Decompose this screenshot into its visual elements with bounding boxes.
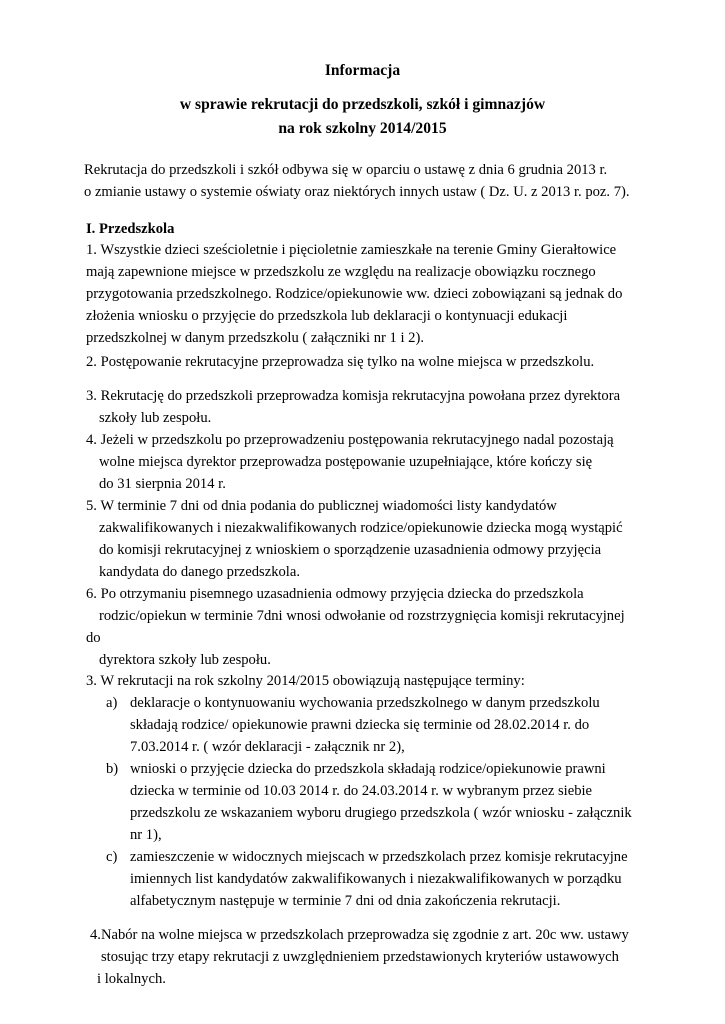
list-item-line: wnioski o przyjęcie dziecka do przedszkola składają rodzice/opiekunowie prawni bbox=[130, 761, 606, 777]
paragraph-line: stosując trzy etapy rekrutacji z uwzględnieniem przedstawionych kryteriów ustawowych bbox=[101, 949, 619, 965]
paragraph-line: 4. Jeżeli w przedszkolu po przeprowadzeniu postępowania rekrutacyjnego nadal pozostają bbox=[86, 432, 614, 448]
paragraph-line: dyrektora szkoły lub zespołu. bbox=[99, 652, 271, 668]
paragraph-line: złożenia wniosku o przyjęcie do przedszkola lub deklaracji o kontynuacji edukacji bbox=[86, 308, 568, 324]
paragraph-line: przygotowania przedszkolnego. Rodzice/opiekunowie ww. dzieci zobowiązani są jednak do bbox=[86, 286, 623, 302]
paragraph-line: wolne miejsca dyrektor przeprowadza postępowanie uzupełniające, które kończy się bbox=[99, 454, 593, 470]
paragraph-line: do komisji rekrutacyjnej z wnioskiem o sporządzenie uzasadnienia odmowy przyjęcia bbox=[99, 542, 602, 558]
intro-line: o zmianie ustawy o systemie oświaty oraz niektórych innych ustaw ( Dz. U. z 2013 r. poz. 7). bbox=[84, 184, 630, 200]
list-item-line: deklaracje o kontynuowaniu wychowania przedszkolnego w danym przedszkolu bbox=[130, 695, 600, 711]
paragraph-line: i lokalnych. bbox=[97, 971, 166, 987]
list-marker: b) bbox=[106, 761, 119, 777]
intro-line: Rekrutacja do przedszkoli i szkół odbywa się w oparciu o ustawę z dnia 6 grudnia 2013 r. bbox=[84, 162, 608, 178]
list-item-line: dziecka w terminie od 10.03 2014 r. do 24.03.2014 r. w wybranym przez siebie bbox=[130, 783, 593, 799]
list-item-line: nr 1), bbox=[130, 827, 162, 843]
paragraph-line: 3. Rekrutację do przedszkoli przeprowadza komisja rekrutacyjna powołana przez dyrektora bbox=[86, 388, 621, 404]
paragraph-line: szkoły lub zespołu. bbox=[99, 410, 212, 426]
paragraph-line: zakwalifikowanych i niezakwalifikowanych rodzice/opiekunowie dziecka mogą wystąpić bbox=[99, 520, 623, 536]
list-item-line: 7.03.2014 r. ( wzór deklaracji - załącznik nr 2), bbox=[130, 739, 405, 755]
paragraph-line: 5. W terminie 7 dni od dnia podania do publicznej wiadomości listy kandydatów bbox=[86, 498, 557, 514]
section-heading: I. Przedszkola bbox=[86, 221, 175, 237]
list-item-line: alfabetycznym następuje w terminie 7 dni od dnia zakończenia rekrutacji. bbox=[130, 893, 561, 909]
paragraph-line: 6. Po otrzymaniu pisemnego uzasadnienia odmowy przyjęcia dziecka do przedszkola bbox=[86, 586, 584, 602]
paragraph-line: kandydata do danego przedszkola. bbox=[99, 564, 300, 580]
paragraph-line: 2. Postępowanie rekrutacyjne przeprowadza się tylko na wolne miejsca w przedszkolu. bbox=[86, 354, 595, 370]
list-marker: a) bbox=[106, 695, 118, 711]
list-item-line: zamieszczenie w widocznych miejscach w przedszkolach przez komisje rekrutacyjne bbox=[130, 849, 628, 865]
paragraph-line: przedszkolnej w danym przedszkolu ( załączniki nr 1 i 2). bbox=[86, 330, 424, 346]
list-item-line: przedszkolu ze wskazaniem wyboru drugiego przedszkola ( wzór wniosku - załącznik bbox=[130, 805, 632, 821]
list-item-line: składają rodzice/ opiekunowie prawni dziecka się terminie od 28.02.2014 r. do bbox=[130, 717, 590, 733]
list-item-line: imiennych list kandydatów zakwalifikowanych i niezakwalifikowanych w porządku bbox=[130, 871, 622, 887]
paragraph-line: do bbox=[86, 630, 101, 646]
paragraph-line: 4.Nabór na wolne miejsca w przedszkolach przeprowadza się zgodnie z art. 20c ww. ustawy bbox=[90, 927, 629, 943]
document-subtitle: w sprawie rekrutacji do przedszkoli, szkół i gimnazjów bbox=[179, 96, 546, 113]
paragraph-line: 1. Wszystkie dzieci sześcioletnie i pięcioletnie zamieszkałe na terenie Gminy Gierałtowice bbox=[86, 242, 617, 258]
paragraph-line: do 31 sierpnia 2014 r. bbox=[99, 476, 226, 492]
document-subtitle-year: na rok szkolny 2014/2015 bbox=[278, 120, 447, 137]
paragraph-line: mają zapewnione miejsce w przedszkolu ze względu na realizacje obowiązku rocznego bbox=[86, 264, 596, 280]
paragraph-line: rodzic/opiekun w terminie 7dni wnosi odwołanie od rozstrzygnięcia komisji rekrutacyjnej bbox=[99, 608, 625, 624]
document-title: Informacja bbox=[324, 62, 401, 79]
paragraph-line: 3. W rekrutacji na rok szkolny 2014/2015 obowiązują następujące terminy: bbox=[86, 673, 525, 689]
list-marker: c) bbox=[106, 849, 118, 865]
